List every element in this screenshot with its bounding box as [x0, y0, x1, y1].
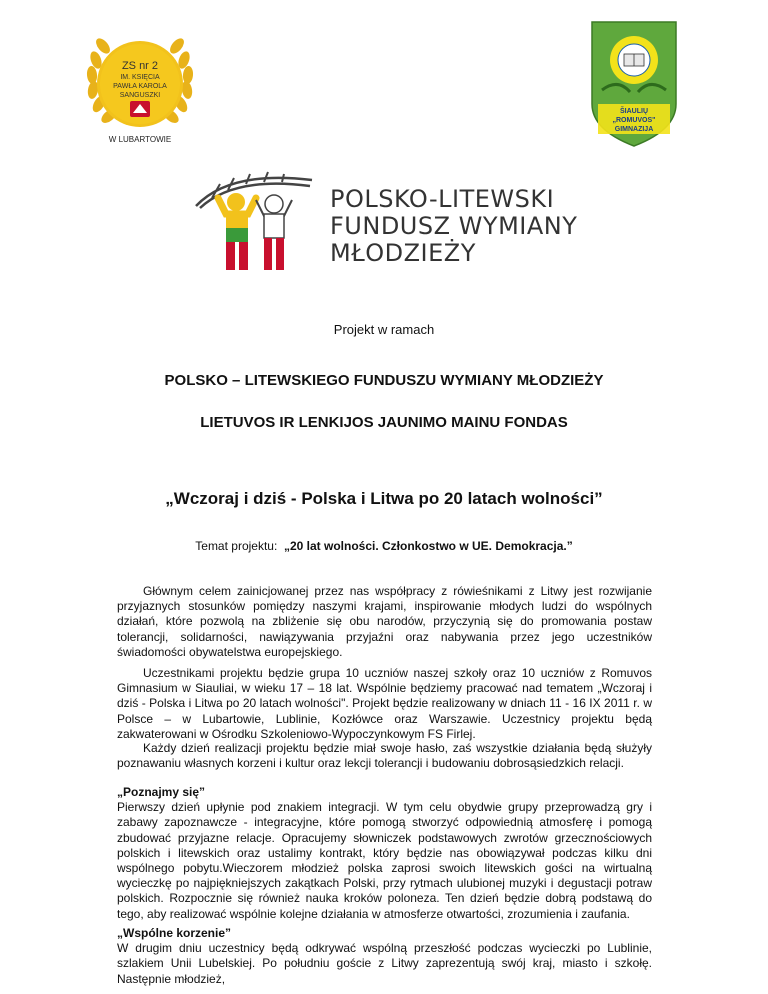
zs-line-3: PAWŁA KAROLA — [113, 83, 167, 90]
section-wspolne-korzenie — [117, 926, 652, 987]
paragraph-participants: Uczestnikami projektu będzie grupa 10 uczniów naszej szkoły oraz 10 uczniów z Romuvos Gimnasium w Siauliai, w wieku 17 – 18 lat. Wspólnie będziemy pracować nad tematem „Wczoraj i dziś - Polska i Litwa po 20 latach wolności". Projekt będzie realizowany w dniach 11 - 16 IX 2011 r. w Polsce – w Lubartowie, Lublinie, Kozłówce oraz Warszawie. Uczestnicy projektu będą zakwaterowani w Ośrodku Szkoleniowo-Wypoczynkowym FS Firlej. — [117, 666, 652, 741]
fund-logo-text — [330, 186, 630, 267]
paragraph-daily-mottos: Każdy dzień realizacji projektu będzie miał swoje hasło, zaś wszystkie działania będą służyły poznawaniu własnych korzeni i kultur oraz lekcji tolerancji i budowaniu dobrosąsiedzkich relacji. — [117, 741, 652, 771]
zs-line-4: SANGUSZKI — [119, 92, 161, 99]
fund-logo-line-2: FUNDUSZ WYMIANY — [330, 212, 578, 240]
fund-logo-line-3: MŁODZIEŻY — [330, 239, 476, 267]
section-text-day-2: W drugim dniu uczestnicy będą odkrywać wspólną przeszłość podczas wycieczki po Lublinie, szlakiem Unii Lubelskiej. Po południu goście z Litwy zaprezentują swój kraj, miasto i szkołę. Następnie młodzież, — [117, 941, 652, 986]
project-topic — [0, 539, 768, 553]
project-intro: Projekt w ramach — [333, 322, 435, 337]
topic-label: Temat projektu: — [195, 539, 278, 553]
shield-emblem-icon — [588, 20, 680, 148]
paragraph-goals: Głównym celem zainicjowanej przez nas współpracy z rówieśnikami z Litwy jest rozwijanie przyjaznych stosunków pomiędzy naszymi krajami, inspirowanie młodych ludzi do wspólnych działań, które pozwolą na zbliżenie się obu narodów, przyczynią się do promowania postaw tolerancji, solidarności, nawiązywania przyjaźni oraz nabywania przez jego uczestników świadomości obywatelstwa europejskiego. — [117, 584, 652, 659]
fund-logo-line-1: POLSKO-LITEWSKI — [330, 185, 555, 213]
section-title-day-1: „Poznajmy się” — [117, 785, 206, 799]
romuvos-gymnasium-logo — [588, 20, 680, 148]
fund-figures-logo — [190, 162, 318, 276]
romuvos-line-3: GIMNAZIJA — [614, 126, 654, 133]
zs-bottom-text: W LUBARTOWIE — [108, 135, 172, 144]
laurel-wreath-icon — [82, 20, 198, 148]
section-poznajmy-sie — [117, 785, 652, 922]
section-title-day-2: „Wspólne korzenie” — [117, 926, 232, 940]
project-title: „Wczoraj i dziś - Polska i Litwa po 20 latach wolności” — [165, 489, 603, 508]
zs-line-2: IM. KSIĘCIA — [120, 74, 160, 81]
topic-value: „20 lat wolności. Członkostwo w UE. Demokracja.” — [283, 539, 573, 553]
romuvos-line-1: ŠIAULIŲ — [620, 108, 648, 115]
romuvos-line-2: „ROMUVOS" — [612, 117, 656, 124]
children-figures-icon — [190, 162, 318, 276]
zs-line-1: ZS nr 2 — [121, 60, 159, 72]
fund-name-polish: POLSKO – LITEWSKIEGO FUNDUSZU WYMIANY MŁODZIEŻY — [164, 372, 604, 389]
section-text-day-1: Pierwszy dzień upłynie pod znakiem integracji. W tym celu obydwie grupy przeprowadzą gry i zabawy zapoznawcze - integracyjne, które pomogą stworzyć odpowiednią atmosferę i pomogą zbudować przyjazne relacje. Opracujemy słowniczek podstawowych zwrotów grzecznościowych polskich i litewskich oraz ustalimy kontrakt, który będzie nas obowiązywał podczas kilku dni wspólnego pobytu.Wieczorem młodzież polska zaprosi swoich litewskich gości na wirtualną wycieczkę po najpiękniejszych zakątkach Polski, przy rytmach ulubionej muzyki i degustacji potraw polskich. Rozpocznie się również nauka kroków poloneza. Ten dzień będzie dobrą podstawą do tego, aby realizować wspólnie kolejne działania w atmosferze otwartości, zrozumienia i zaufania. — [117, 800, 652, 921]
zs2-school-logo — [82, 20, 198, 148]
fund-name-lithuanian: LIETUVOS IR LENKIJOS JAUNIMO MAINU FONDAS — [200, 414, 568, 431]
